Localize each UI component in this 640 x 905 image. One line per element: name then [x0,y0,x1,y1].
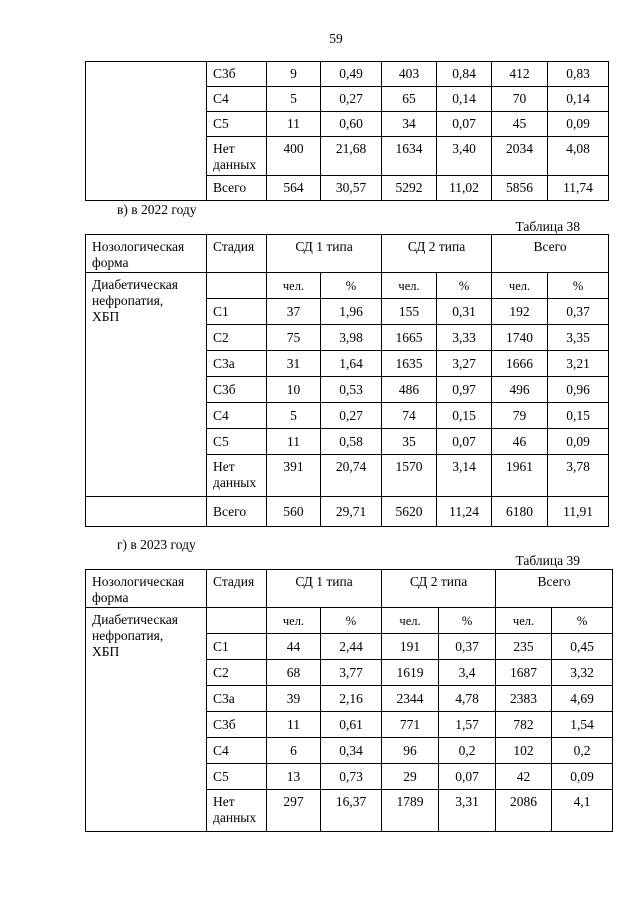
data-cell: 0,53 [321,377,382,403]
data-cell: 1,96 [321,299,382,325]
data-cell: 10 [267,377,321,403]
stage-cell: С4 [207,403,267,429]
data-cell: 0,96 [548,377,609,403]
subheader-percent: % [321,608,382,634]
header-stage: Стадия [207,570,267,608]
data-cell: 0,58 [321,429,382,455]
data-cell: 3,40 [437,137,492,176]
header-sd1: СД 1 типа [267,235,382,273]
stage-cell-no-data [207,137,267,176]
data-cell: 4,69 [552,686,613,712]
subheader-people: чел. [496,608,552,634]
data-cell: 0,34 [321,738,382,764]
stage-label-line2: данных [213,810,257,825]
header-form-line2: форма [92,255,129,270]
subheader-empty [207,608,267,634]
header-total: Всего [496,570,613,608]
data-cell: 0,61 [321,712,382,738]
data-cell: 3,78 [548,455,609,497]
header-sd1: СД 1 типа [267,570,382,608]
header-form-line1: Нозологическая [92,574,185,589]
data-cell: 11,24 [437,497,492,527]
data-cell: 3,32 [552,660,613,686]
data-cell: 391 [267,455,321,497]
data-cell: 1961 [492,455,548,497]
data-cell: 0,2 [552,738,613,764]
data-cell: 79 [492,403,548,429]
form-name-line3: ХБП [92,309,120,324]
header-total: Всего [492,235,609,273]
data-cell: 403 [382,62,437,87]
form-name-line2: нефропатия, [92,628,164,643]
subheader-people: чел. [267,608,321,634]
data-cell: 2086 [496,790,552,832]
header-form-line1: Нозологическая [92,239,185,254]
data-cell: 3,35 [548,325,609,351]
data-cell: 0,2 [439,738,496,764]
stage-cell: С4 [207,87,267,112]
data-cell: 0,09 [552,764,613,790]
data-cell: 412 [492,62,548,87]
data-cell: 39 [267,686,321,712]
data-cell: 2383 [496,686,552,712]
data-cell: 45 [492,112,548,137]
data-cell: 5 [267,403,321,429]
data-cell: 0,60 [321,112,382,137]
data-cell: 1570 [382,455,437,497]
subheader-percent: % [552,608,613,634]
data-cell: 0,14 [437,87,492,112]
data-cell: 75 [267,325,321,351]
data-cell: 29 [382,764,439,790]
form-name-line3: ХБП [92,644,120,659]
subheader-empty [207,273,267,299]
subheader-percent: % [439,608,496,634]
data-cell: 44 [267,634,321,660]
header-stage: Стадия [207,235,267,273]
data-cell: 0,49 [321,62,382,87]
stage-cell: С3б [207,712,267,738]
data-cell: 13 [267,764,321,790]
stage-cell: С3б [207,62,267,87]
data-cell: 3,77 [321,660,382,686]
subheader-people: чел. [382,608,439,634]
data-cell: 0,09 [548,112,609,137]
form-name-line1: Диабетическая [92,612,178,627]
form-cell-empty [86,62,207,201]
data-cell: 2,16 [321,686,382,712]
data-cell: 1,57 [439,712,496,738]
data-cell: 5292 [382,176,437,201]
data-cell: 3,98 [321,325,382,351]
header-sd2: СД 2 типа [382,235,492,273]
subheader-people: чел. [382,273,437,299]
page-number: 59 [329,31,343,46]
data-cell: 3,27 [437,351,492,377]
data-cell: 1634 [382,137,437,176]
data-cell: 0,15 [548,403,609,429]
data-cell: 16,37 [321,790,382,832]
data-cell: 1,64 [321,351,382,377]
data-cell: 9 [267,62,321,87]
data-cell: 1619 [382,660,439,686]
data-cell: 771 [382,712,439,738]
data-cell: 11 [267,429,321,455]
data-cell: 297 [267,790,321,832]
data-cell: 400 [267,137,321,176]
header-form [86,235,207,273]
table-39-label: Таблица 39 [515,553,580,568]
data-cell: 46 [492,429,548,455]
table-39 [85,569,613,832]
stage-cell: С4 [207,738,267,764]
subheader-percent: % [321,273,382,299]
section-caption-2022: в) в 2022 году [117,202,197,217]
data-cell: 1635 [382,351,437,377]
data-cell: 65 [382,87,437,112]
data-cell: 3,31 [439,790,496,832]
data-cell: 0,37 [548,299,609,325]
data-cell: 68 [267,660,321,686]
data-cell: 20,74 [321,455,382,497]
data-cell: 102 [496,738,552,764]
stage-cell: С5 [207,112,267,137]
data-cell: 560 [267,497,321,527]
section-caption-2023: г) в 2023 году [117,537,196,552]
data-cell: 0,15 [437,403,492,429]
stage-cell: С2 [207,325,267,351]
data-cell: 74 [382,403,437,429]
data-cell: 0,14 [548,87,609,112]
data-cell: 1740 [492,325,548,351]
data-cell: 3,14 [437,455,492,497]
data-cell: 5856 [492,176,548,201]
stage-cell: С3а [207,351,267,377]
table-38 [85,234,609,527]
stage-label-line2: данных [213,157,257,172]
data-cell: 496 [492,377,548,403]
form-cell-empty [86,497,207,527]
data-cell: 155 [382,299,437,325]
form-name-line2: нефропатия, [92,293,164,308]
stage-label-line1: Нет [213,459,235,474]
data-cell: 2034 [492,137,548,176]
data-cell: 0,97 [437,377,492,403]
data-cell: 0,31 [437,299,492,325]
header-form-line2: форма [92,590,129,605]
stage-cell: С5 [207,764,267,790]
stage-cell: С1 [207,634,267,660]
data-cell: 30,57 [321,176,382,201]
subheader-people: чел. [492,273,548,299]
data-cell: 3,33 [437,325,492,351]
subheader-percent: % [437,273,492,299]
data-cell: 486 [382,377,437,403]
header-form [86,570,207,608]
data-cell: 6 [267,738,321,764]
stage-cell-no-data [207,790,267,832]
data-cell: 1,54 [552,712,613,738]
data-cell: 5620 [382,497,437,527]
data-cell: 29,71 [321,497,382,527]
data-cell: 2,44 [321,634,382,660]
data-cell: 0,07 [437,429,492,455]
stage-cell-no-data [207,455,267,497]
stage-cell: С3б [207,377,267,403]
data-cell: 6180 [492,497,548,527]
data-cell: 0,09 [548,429,609,455]
subheader-people: чел. [267,273,321,299]
data-cell: 11 [267,712,321,738]
data-cell: 11 [267,112,321,137]
stage-cell: С1 [207,299,267,325]
stage-cell-total: Всего [207,176,267,201]
data-cell: 34 [382,112,437,137]
form-name-cell [86,273,207,497]
data-cell: 3,4 [439,660,496,686]
data-cell: 564 [267,176,321,201]
data-cell: 235 [496,634,552,660]
stage-cell: С5 [207,429,267,455]
stage-cell: С2 [207,660,267,686]
data-cell: 0,37 [439,634,496,660]
data-cell: 0,83 [548,62,609,87]
data-cell: 96 [382,738,439,764]
data-cell: 70 [492,87,548,112]
data-cell: 192 [492,299,548,325]
data-cell: 782 [496,712,552,738]
form-name-line1: Диабетическая [92,277,178,292]
stage-cell-total: Всего [207,497,267,527]
data-cell: 4,08 [548,137,609,176]
data-cell: 0,73 [321,764,382,790]
data-cell: 37 [267,299,321,325]
data-cell: 191 [382,634,439,660]
data-cell: 4,78 [439,686,496,712]
table-37-continued [85,61,609,201]
data-cell: 1789 [382,790,439,832]
data-cell: 1687 [496,660,552,686]
data-cell: 11,74 [548,176,609,201]
data-cell: 3,21 [548,351,609,377]
subheader-percent: % [548,273,609,299]
data-cell: 11,91 [548,497,609,527]
data-cell: 0,07 [439,764,496,790]
data-cell: 1666 [492,351,548,377]
data-cell: 0,45 [552,634,613,660]
data-cell: 0,27 [321,87,382,112]
table-38-label: Таблица 38 [515,219,580,234]
data-cell: 2344 [382,686,439,712]
data-cell: 35 [382,429,437,455]
data-cell: 42 [496,764,552,790]
data-cell: 0,84 [437,62,492,87]
data-cell: 11,02 [437,176,492,201]
data-cell: 4,1 [552,790,613,832]
data-cell: 0,27 [321,403,382,429]
data-cell: 21,68 [321,137,382,176]
stage-label-line1: Нет [213,141,235,156]
form-name-cell [86,608,207,832]
stage-cell: С3а [207,686,267,712]
data-cell: 0,07 [437,112,492,137]
stage-label-line1: Нет [213,794,235,809]
header-sd2: СД 2 типа [382,570,496,608]
data-cell: 31 [267,351,321,377]
data-cell: 5 [267,87,321,112]
data-cell: 1665 [382,325,437,351]
stage-label-line2: данных [213,475,257,490]
